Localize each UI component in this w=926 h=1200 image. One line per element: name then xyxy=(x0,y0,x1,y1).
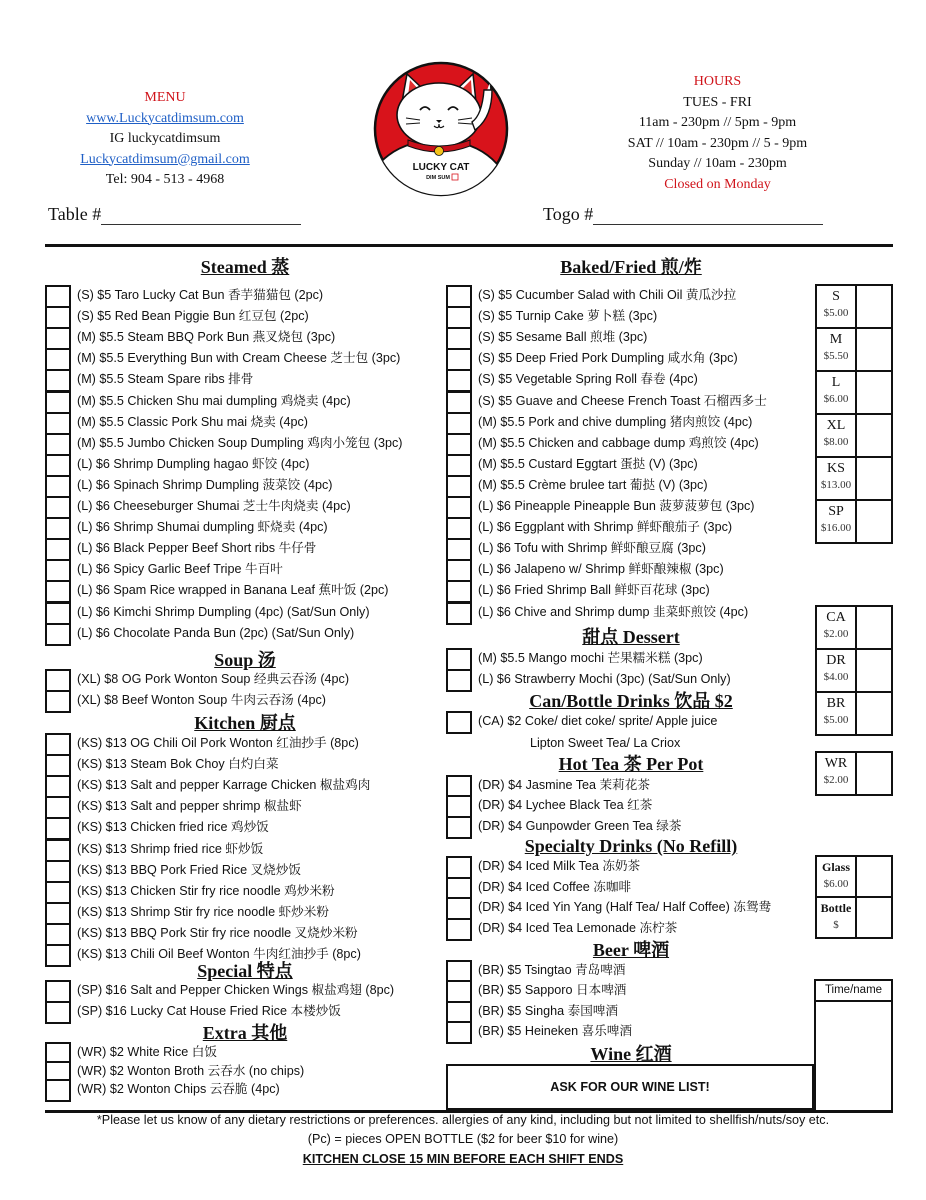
menu-item-label: (S) $5 Cucumber Salad with Chili Oil 黄瓜沙拉 xyxy=(478,288,737,302)
menu-item-label: (SP) $16 Lucky Cat House Fried Rice 本楼炒饭 xyxy=(77,1004,341,1019)
menu-item-label: (L) $6 Shrimp Shumai dumpling 虾烧卖 (4pc) xyxy=(77,520,328,535)
order-checkbox[interactable] xyxy=(45,690,71,713)
menu-item-label: (L) $6 Chocolate Panda Bun (2pc) (Sat/Sun Only) xyxy=(77,625,355,640)
menu-item-label: (M) $5.5 Steam BBQ Pork Bun 燕叉烧包 (3pc) xyxy=(77,330,336,345)
order-checkbox[interactable] xyxy=(446,412,472,435)
order-checkbox[interactable] xyxy=(45,754,71,777)
menu-item-label: (DR) $4 Lychee Black Tea 红茶 xyxy=(478,798,653,813)
pieces-note: (Pc) = pieces OPEN BOTTLE ($2 for beer $10 for wine) xyxy=(307,1132,619,1146)
logo-subtext: DIM SUM xyxy=(426,175,450,181)
kitchen-close-note: KITCHEN CLOSE 15 MIN BEFORE EACH SHIFT ENDS xyxy=(302,1152,624,1166)
price-value: $2.00 xyxy=(823,628,849,640)
menu-item-label: (L) $6 Kimchi Shrimp Dumpling (4pc) (Sat/Sun Only) xyxy=(77,604,370,619)
price-code-cell xyxy=(817,415,857,456)
hours-line: 11am - 230pm // 5pm - 9pm xyxy=(638,115,797,130)
order-checkbox[interactable] xyxy=(45,733,71,756)
section-heading-dessert: 甜点 Dessert xyxy=(582,627,680,647)
order-checkbox[interactable] xyxy=(446,348,472,371)
lucky-cat-logo xyxy=(372,60,510,198)
menu-item-label: (KS) $13 Chili Oil Beef Wonton 牛肉红油抄手 (8pc) xyxy=(77,947,361,961)
price-grid-row[interactable] xyxy=(817,458,891,501)
menu-item-label: (L) $6 Chive and Shrimp dump 韭菜虾煎饺 (4pc) xyxy=(478,604,749,619)
price-grid-row[interactable] xyxy=(817,898,891,939)
hours-info xyxy=(580,72,855,195)
order-checkbox[interactable] xyxy=(45,881,71,904)
price-grid xyxy=(815,605,893,736)
order-checkbox[interactable] xyxy=(45,669,71,692)
section-heading-extra: Extra 其他 xyxy=(202,1023,288,1043)
menu-item-label: (BR) $5 Tsingtao 青岛啤酒 xyxy=(478,963,626,977)
menu-item-label: (L) $6 Spam Rice wrapped in Banana Leaf 蕉叶饭 (2pc) xyxy=(77,583,389,598)
menu-item-label: (M) $5.5 Pork and chive dumpling 猪肉煎饺 (4pc) xyxy=(478,414,753,429)
menu-item-label: (L) $6 Pineapple Pineapple Bun 菠萝菠萝包 (3pc) xyxy=(478,499,755,513)
order-checkbox[interactable] xyxy=(45,559,71,582)
order-checkbox[interactable] xyxy=(45,475,71,498)
menu-item-label: (S) $5 Vegetable Spring Roll 春卷 (4pc) xyxy=(478,372,698,387)
price-grid-row[interactable] xyxy=(817,650,891,693)
menu-item-label: (WR) $2 White Rice 白饭 xyxy=(77,1045,217,1059)
price-value: $5.50 xyxy=(823,350,849,362)
order-checkbox[interactable] xyxy=(45,412,71,435)
section-heading-beer: Beer 啤酒 xyxy=(592,940,670,960)
order-checkbox[interactable] xyxy=(446,433,472,456)
section-heading-soup: Soup 汤 xyxy=(214,650,276,670)
order-checkbox[interactable] xyxy=(446,517,472,540)
price-code: L xyxy=(831,375,841,390)
order-checkbox[interactable] xyxy=(45,923,71,946)
order-checkbox[interactable] xyxy=(446,648,472,671)
menu-item-label: (L) $6 Spicy Garlic Beef Tripe 牛百叶 xyxy=(77,562,283,577)
menu-item-label: (S) $5 Red Bean Piggie Bun 红豆包 (2pc) xyxy=(77,309,309,324)
menu-item-label: (L) $6 Tofu with Shrimp 鲜虾酿豆腐 (3pc) xyxy=(478,541,706,556)
menu-item-label: (S) $5 Taro Lucky Cat Bun 香芋猫猫包 (2pc) xyxy=(77,288,324,302)
menu-item-label: (L) $6 Spinach Shrimp Dumpling 菠菜饺 (4pc) xyxy=(77,477,333,492)
section-heading-baked-fried: Baked/Fried 煎/炸 xyxy=(560,257,702,277)
price-code-cell xyxy=(817,753,857,796)
menu-item-label: (L) $6 Strawberry Mochi (3pc) (Sat/Sun Only) xyxy=(478,672,731,687)
website-link[interactable]: www.Luckycatdimsum.com xyxy=(86,110,244,126)
price-code-cell xyxy=(817,607,857,648)
order-checkbox[interactable] xyxy=(45,980,71,1003)
menu-item-label: (XL) $8 Beef Wonton Soup 牛肉云吞汤 (4pc) xyxy=(77,693,326,708)
price-code: XL xyxy=(826,418,846,433)
section-heading-can-bottle: Can/Bottle Drinks 饮品 $2 xyxy=(529,691,733,711)
menu-item-label: (M) $5.5 Everything Bun with Cream Cheese 芝士包 (3pc) xyxy=(77,351,401,366)
price-value: $5.00 xyxy=(823,307,849,319)
menu-item-label: (DR) $4 Gunpowder Green Tea 绿茶 xyxy=(478,818,682,833)
price-grid xyxy=(815,284,893,544)
menu-item-label: (KS) $13 OG Chili Oil Pork Wonton 红油抄手 (8pc) xyxy=(77,736,359,750)
order-checkbox[interactable] xyxy=(446,538,472,561)
time-name-label: Time/name xyxy=(816,981,891,1002)
price-value: $8.00 xyxy=(823,436,849,448)
price-value: $13.00 xyxy=(820,479,852,491)
menu-item-label: (M) $5.5 Jumbo Chicken Soup Dumpling 鸡肉小笼包 (3pc) xyxy=(77,435,403,450)
menu-item-label: (KS) $13 Chicken Stir fry rice noodle 鸡炒米粉 xyxy=(77,883,335,898)
menu-label: MENU xyxy=(144,90,186,105)
order-checkbox[interactable] xyxy=(446,1021,472,1044)
menu-item-label: (KS) $13 Shrimp Stir fry rice noodle 虾炒米粉 xyxy=(77,904,329,919)
price-code-cell xyxy=(817,372,857,413)
closed-notice: Closed on Monday xyxy=(664,176,771,192)
hours-line: Sunday // 10am - 230pm xyxy=(648,156,787,171)
order-checkbox[interactable] xyxy=(446,580,472,603)
togo-number-label: Togo # xyxy=(543,204,594,224)
price-value: $16.00 xyxy=(820,522,852,534)
order-checkbox[interactable] xyxy=(45,285,71,308)
menu-item-label: (WR) $2 Wonton Chips 云吞脆 (4pc) xyxy=(77,1082,280,1096)
menu-item-label: (M) $5.5 Classic Pork Shu mai 烧卖 (4pc) xyxy=(77,414,308,429)
price-grid-row[interactable] xyxy=(817,857,891,898)
price-value: $5.00 xyxy=(823,714,849,726)
price-code-cell xyxy=(817,458,857,499)
order-checkbox[interactable] xyxy=(45,817,71,840)
table-number-field[interactable] xyxy=(48,204,301,225)
price-value: $6.00 xyxy=(823,393,849,405)
menu-item-label: (KS) $13 Shrimp fried rice 虾炒饭 xyxy=(77,841,264,856)
price-code: BR xyxy=(826,696,846,711)
order-checkbox[interactable] xyxy=(446,918,472,941)
price-value: $6.00 xyxy=(823,878,849,890)
hours-title: HOURS xyxy=(693,74,742,89)
email-link[interactable]: Luckycatdimsum@gmail.com xyxy=(80,151,250,167)
menu-item-label: (S) $5 Deep Fried Pork Dumpling 咸水角 (3pc) xyxy=(478,351,738,366)
price-code-cell xyxy=(817,329,857,370)
menu-item-label: (M) $5.5 Chicken and cabbage dump 鸡煎饺 (4pc) xyxy=(478,435,759,450)
menu-item-label: (XL) $8 OG Pork Wonton Soup 经典云吞汤 (4pc) xyxy=(77,672,350,686)
menu-item-label: (L) $6 Eggplant with Shrimp 鲜虾酿茄子 (3pc) xyxy=(478,520,733,535)
order-checkbox[interactable] xyxy=(45,623,71,646)
menu-item-label: (DR) $4 Jasmine Tea 茉莉花茶 xyxy=(478,778,650,792)
menu-item-label: (M) $5.5 Custard Eggtart 蛋挞 (V) (3pc) xyxy=(478,456,698,471)
order-checkbox[interactable] xyxy=(446,454,472,477)
menu-item-label: (S) $5 Sesame Ball 煎堆 (3pc) xyxy=(478,330,648,345)
menu-item-label: (M) $5.5 Steam Spare ribs 排骨 xyxy=(77,372,254,387)
menu-item-label: (KS) $13 Chicken fried rice 鸡炒饭 xyxy=(77,820,269,835)
menu-item-label: (S) $5 Guave and Cheese French Toast 石榴西多士 xyxy=(478,393,767,408)
menu-item-label: (KS) $13 Steam Bok Choy 白灼白菜 xyxy=(77,757,279,772)
price-grid xyxy=(815,855,893,939)
menu-item-label: (L) $6 Shrimp Dumpling hagao 虾饺 (4pc) xyxy=(77,456,310,471)
hours-line: TUES - FRI xyxy=(683,94,752,110)
price-code: Bottle xyxy=(820,901,852,915)
order-checkbox[interactable] xyxy=(446,306,472,329)
hours-line: SAT // 10am - 230pm // 5 - 9pm xyxy=(627,135,808,151)
menu-item-label: (DR) $4 Iced Coffee 冻咖啡 xyxy=(478,879,632,894)
menu-item-label: (SP) $16 Salt and Pepper Chicken Wings 椒盐鸡翅 (8pc) xyxy=(77,983,395,997)
price-code-cell xyxy=(817,286,857,327)
togo-number-field[interactable] xyxy=(543,204,823,225)
menu-item-label: (L) $6 Fried Shrimp Ball 鲜虾百花球 (3pc) xyxy=(478,583,710,598)
price-code: CA xyxy=(826,610,846,625)
order-checkbox[interactable] xyxy=(45,580,71,603)
wine-note: ASK FOR OUR WINE LIST! xyxy=(550,1080,710,1094)
price-grid xyxy=(815,751,893,796)
price-code: SP xyxy=(828,504,844,519)
order-checkbox[interactable] xyxy=(446,369,472,392)
menu-item-label: (DR) $4 Iced Tea Lemonade 冻柠茶 xyxy=(478,920,678,935)
order-checkbox[interactable] xyxy=(446,711,472,734)
price-code: KS xyxy=(827,461,845,476)
menu-item-label: (M) $5.5 Mango mochi 芒果糯米糕 (3pc) xyxy=(478,651,703,665)
table-number-label: Table # xyxy=(48,204,102,224)
section-heading-kitchen: Kitchen 厨点 xyxy=(194,713,296,733)
price-grid-row[interactable] xyxy=(817,501,891,544)
menu-item-label: (KS) $13 BBQ Pork Fried Rice 叉烧炒饭 xyxy=(77,862,301,877)
order-checkbox[interactable] xyxy=(45,538,71,561)
price-value: $2.00 xyxy=(823,774,849,786)
section-heading-specialty: Specialty Drinks (No Refill) xyxy=(524,836,738,856)
menu-item-label: (KS) $13 Salt and pepper Karrage Chicken 椒盐鸡肉 xyxy=(77,778,371,793)
order-checkbox[interactable] xyxy=(45,306,71,329)
can-bottle-continuation: Lipton Sweet Tea/ La Criox xyxy=(530,736,681,750)
price-code-cell xyxy=(817,501,857,544)
wine-list-box xyxy=(446,1064,814,1110)
menu-item-label: (WR) $2 Wonton Broth 云吞水 (no chips) xyxy=(77,1063,305,1078)
order-checkbox[interactable] xyxy=(45,348,71,371)
price-code: WR xyxy=(824,756,848,771)
order-checkbox[interactable] xyxy=(45,839,71,862)
price-grid-row[interactable] xyxy=(817,415,891,458)
price-code-cell xyxy=(817,898,857,939)
menu-item-label: (S) $5 Turnip Cake 萝卜糕 (3pc) xyxy=(478,309,658,324)
menu-item-label: (BR) $5 Singha 泰国啤酒 xyxy=(478,1003,618,1018)
order-checkbox[interactable] xyxy=(45,517,71,540)
order-checkbox[interactable] xyxy=(45,1001,71,1024)
allergy-note: *Please let us know of any dietary restrictions or preferences. allergies of any kind, including but not limited to shellfish/nuts/soy etc. xyxy=(96,1113,830,1127)
menu-item-label: (L) $6 Jalapeno w/ Shrimp 鲜虾酿辣椒 (3pc) xyxy=(478,562,724,577)
menu-item-label: (KS) $13 BBQ Pork Stir fry rice noodle 叉烧炒米粉 xyxy=(77,925,358,940)
menu-item-label: (KS) $13 Salt and pepper shrimp 椒盐虾 xyxy=(77,799,302,814)
section-heading-special: Special 特点 xyxy=(197,961,293,981)
order-checkbox[interactable] xyxy=(45,454,71,477)
price-grid-row[interactable] xyxy=(817,753,891,796)
order-checkbox[interactable] xyxy=(446,669,472,692)
price-code: M xyxy=(829,332,843,347)
order-checkbox[interactable] xyxy=(45,796,71,819)
menu-item-label: (M) $5.5 Chicken Shu mai dumpling 鸡烧卖 (4pc) xyxy=(77,393,351,408)
price-value: $ xyxy=(833,919,839,931)
price-grid-row[interactable] xyxy=(817,607,891,650)
price-grid-row[interactable] xyxy=(817,286,891,329)
order-checkbox[interactable] xyxy=(45,496,71,519)
section-heading-steamed: Steamed 蒸 xyxy=(200,257,290,277)
menu-item-label: (BR) $5 Heineken 喜乐啤酒 xyxy=(478,1023,632,1038)
order-checkbox[interactable] xyxy=(45,775,71,798)
contact-info xyxy=(40,88,290,191)
menu-item-label: (L) $6 Black Pepper Beef Short ribs 牛仔骨 xyxy=(77,541,317,556)
menu-item-label: (DR) $4 Iced Milk Tea 冻奶茶 xyxy=(478,859,641,873)
order-checkbox[interactable] xyxy=(45,902,71,925)
order-checkbox[interactable] xyxy=(446,285,472,308)
instagram-handle: IG luckycatdimsum xyxy=(109,131,221,146)
logo-text: LUCKY CAT xyxy=(412,162,470,173)
price-code-cell xyxy=(817,857,857,896)
order-checkbox[interactable] xyxy=(45,1079,71,1102)
menu-item-label: (DR) $4 Iced Yin Yang (Half Tea/ Half Coffee) 冻鸳鸯 xyxy=(478,900,772,914)
price-code-cell xyxy=(817,693,857,736)
order-checkbox[interactable] xyxy=(446,602,472,625)
order-checkbox[interactable] xyxy=(446,327,472,350)
section-heading-wine: Wine 红酒 xyxy=(590,1044,672,1064)
order-checkbox[interactable] xyxy=(446,391,472,414)
order-checkbox[interactable] xyxy=(45,860,71,883)
menu-item-label: (L) $6 Cheeseburger Shumai 芝士牛肉烧卖 (4pc) xyxy=(77,499,351,513)
price-code: S xyxy=(832,289,840,304)
section-heading-hot-tea: Hot Tea 茶 Per Pot xyxy=(558,754,704,774)
menu-item-label: (BR) $5 Sapporo 日本啤酒 xyxy=(478,983,627,998)
phone-number: Tel: 904 - 513 - 4968 xyxy=(105,172,225,187)
header-divider xyxy=(45,244,893,247)
menu-item-label: (CA) $2 Coke/ diet coke/ sprite/ Apple juice xyxy=(478,714,718,728)
order-checkbox[interactable] xyxy=(45,433,71,456)
price-grid-row[interactable] xyxy=(817,693,891,736)
price-code: DR xyxy=(826,653,846,668)
price-code-cell xyxy=(817,650,857,691)
order-checkbox[interactable] xyxy=(45,369,71,392)
menu-item-label: (M) $5.5 Crème brulee tart 葡挞 (V) (3pc) xyxy=(478,477,708,492)
order-checkbox[interactable] xyxy=(45,327,71,350)
order-checkbox[interactable] xyxy=(446,559,472,582)
time-name-box[interactable] xyxy=(814,979,893,1113)
price-grid-row[interactable] xyxy=(817,329,891,372)
order-checkbox[interactable] xyxy=(45,602,71,625)
order-checkbox[interactable] xyxy=(446,496,472,519)
price-grid-row[interactable] xyxy=(817,372,891,415)
price-value: $4.00 xyxy=(823,671,849,683)
price-code: Glass xyxy=(821,860,850,874)
order-checkbox[interactable] xyxy=(45,391,71,414)
order-checkbox[interactable] xyxy=(446,475,472,498)
